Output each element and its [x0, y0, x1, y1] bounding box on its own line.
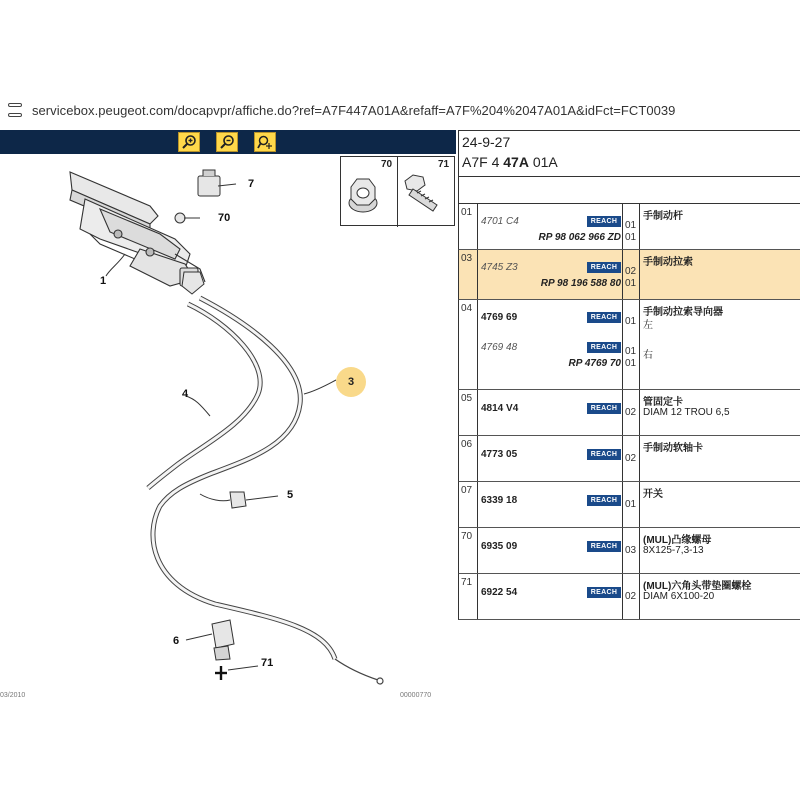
date-label: 24-9-27 [462, 134, 511, 150]
replacement-part-number[interactable]: RP 98 196 588 80 [540, 278, 621, 289]
reach-badge: REACH [587, 342, 621, 353]
part-index: 07 [461, 485, 473, 496]
callout-4: 4 [182, 388, 189, 400]
panel-header [458, 130, 800, 203]
switch-drawing [198, 170, 220, 196]
part-index: 03 [461, 253, 473, 264]
reach-badge: REACH [587, 312, 621, 323]
part-description: 管固定卡 [643, 397, 683, 408]
part-number[interactable]: 6922 54 [481, 587, 518, 598]
part-row-01[interactable] [458, 204, 800, 250]
handbrake-lever-drawing [70, 172, 205, 286]
quantity: 01 [625, 316, 637, 327]
callout-1: 1 [100, 275, 107, 287]
index-cell [459, 300, 478, 389]
diagram-toolbar [0, 130, 456, 154]
callout-70: 70 [218, 212, 231, 224]
part-description: 手制动杆 [643, 211, 683, 222]
clip-5-drawing [230, 492, 246, 508]
index-cell [459, 574, 478, 619]
part-number[interactable]: 6935 09 [481, 541, 518, 552]
part-description: (MUL)凸缘螺母 [643, 535, 712, 546]
cable-3-drawing [153, 298, 383, 684]
callout-71: 71 [261, 657, 274, 669]
part-detail: 左 [643, 320, 653, 331]
callout-7: 7 [248, 178, 255, 190]
part-row-05[interactable] [458, 390, 800, 436]
part-number[interactable]: 4814 V4 [481, 403, 519, 414]
quantity: 01 [625, 346, 637, 357]
part-index: 06 [461, 439, 473, 450]
part-number[interactable]: 4773 05 [481, 449, 518, 460]
replacement-part-number[interactable]: RP 4769 70 [568, 358, 621, 369]
quantity: 01 [625, 499, 637, 510]
flange-bolt-icon [405, 175, 437, 211]
part-detail: DIAM 12 TROU 6,5 [643, 407, 730, 418]
fastener-inset [340, 156, 455, 226]
index-cell [459, 482, 478, 527]
zoom-fit-icon [257, 134, 273, 150]
index-cell [459, 436, 478, 481]
quantity: 02 [625, 407, 637, 418]
inset-label-71: 71 [438, 159, 450, 170]
reach-badge: REACH [587, 587, 621, 598]
zoom-out-icon [219, 134, 235, 150]
part-description: 手制动软轴卡 [643, 443, 703, 454]
reach-badge: REACH [587, 495, 621, 506]
address-bar[interactable] [0, 96, 800, 124]
diagram-footer-right: 00000770 [400, 692, 432, 699]
part-index: 70 [461, 531, 473, 542]
flange-nut-icon [349, 179, 377, 212]
zoom-fit-button[interactable] [254, 132, 276, 152]
zoom-in-button[interactable] [178, 132, 200, 152]
part-row-71[interactable] [458, 574, 800, 620]
quantity: 02 [625, 453, 637, 464]
site-settings-icon[interactable] [8, 103, 22, 117]
part-index: 01 [461, 207, 473, 218]
part-number[interactable]: 4745 Z3 [481, 262, 518, 273]
part-row-70[interactable] [458, 528, 800, 574]
part-detail: DIAM 6X100-20 [643, 591, 715, 602]
part-detail: 8X125-7,3-13 [643, 545, 704, 556]
callout-5: 5 [287, 489, 294, 501]
reach-badge: REACH [587, 541, 621, 552]
callout-3-highlight[interactable] [336, 367, 366, 397]
index-cell [459, 390, 478, 435]
reach-badge: REACH [587, 449, 621, 460]
part-description: 手制动拉索导向器 [643, 307, 723, 318]
quantity: 01 [625, 220, 637, 231]
index-cell [459, 204, 478, 249]
reference-label: A7F 4 47A 01A [462, 154, 558, 170]
inset-fasteners-drawing [341, 157, 456, 227]
part-row-06[interactable] [458, 436, 800, 482]
zoom-in-icon [181, 134, 197, 150]
quantity: 03 [625, 545, 637, 556]
quantity: 01 [625, 232, 637, 243]
part-index: 71 [461, 577, 473, 588]
reach-badge: REACH [587, 403, 621, 414]
reach-badge: REACH [587, 216, 621, 227]
quantity: 02 [625, 591, 637, 602]
header-divider [459, 176, 800, 177]
quantity: 01 [625, 278, 637, 289]
index-cell [459, 528, 478, 573]
bolt-71-drawing [215, 666, 227, 680]
replacement-part-number[interactable]: RP 98 062 966 ZD [538, 232, 621, 243]
part-row-04[interactable] [458, 300, 800, 390]
parts-diagram [0, 154, 456, 699]
exploded-view-drawing [0, 154, 456, 694]
part-number[interactable]: 4769 48 [481, 342, 518, 353]
nut-drawing [175, 213, 185, 223]
cable-guide-drawing [182, 272, 204, 294]
part-index: 05 [461, 393, 473, 404]
quantity: 01 [625, 358, 637, 369]
callout-6: 6 [173, 635, 180, 647]
part-description: (MUL)六角头带垫圈螺栓 [643, 581, 752, 592]
callout-3: 3 [347, 376, 355, 388]
part-description: 手制动拉索 [643, 257, 693, 268]
qty-column [622, 300, 640, 389]
index-cell [459, 250, 478, 299]
zoom-out-button[interactable] [216, 132, 238, 152]
url-text[interactable]: servicebox.peugeot.com/docapvpr/affiche.do?ref=A7F447A01A&refaff=A7F%204%2047A01A&idFct=FCT0039 [31, 102, 676, 118]
part-description: 开关 [643, 489, 663, 500]
parts-table [458, 203, 800, 620]
parts-panel [458, 130, 800, 622]
part-index: 04 [461, 303, 473, 314]
inset-label-70: 70 [381, 159, 393, 170]
part-row-03[interactable] [458, 250, 800, 300]
reach-badge: REACH [587, 262, 621, 273]
part-number[interactable]: 4701 C4 [481, 216, 519, 227]
diagram-footer-left: 03/2010 [0, 692, 26, 699]
part-detail: 右 [643, 350, 653, 361]
part-row-07[interactable] [458, 482, 800, 528]
quantity: 02 [625, 266, 637, 277]
part-number[interactable]: 6339 18 [481, 495, 518, 506]
part-number[interactable]: 4769 69 [481, 312, 518, 323]
clip-6-drawing [212, 620, 234, 660]
